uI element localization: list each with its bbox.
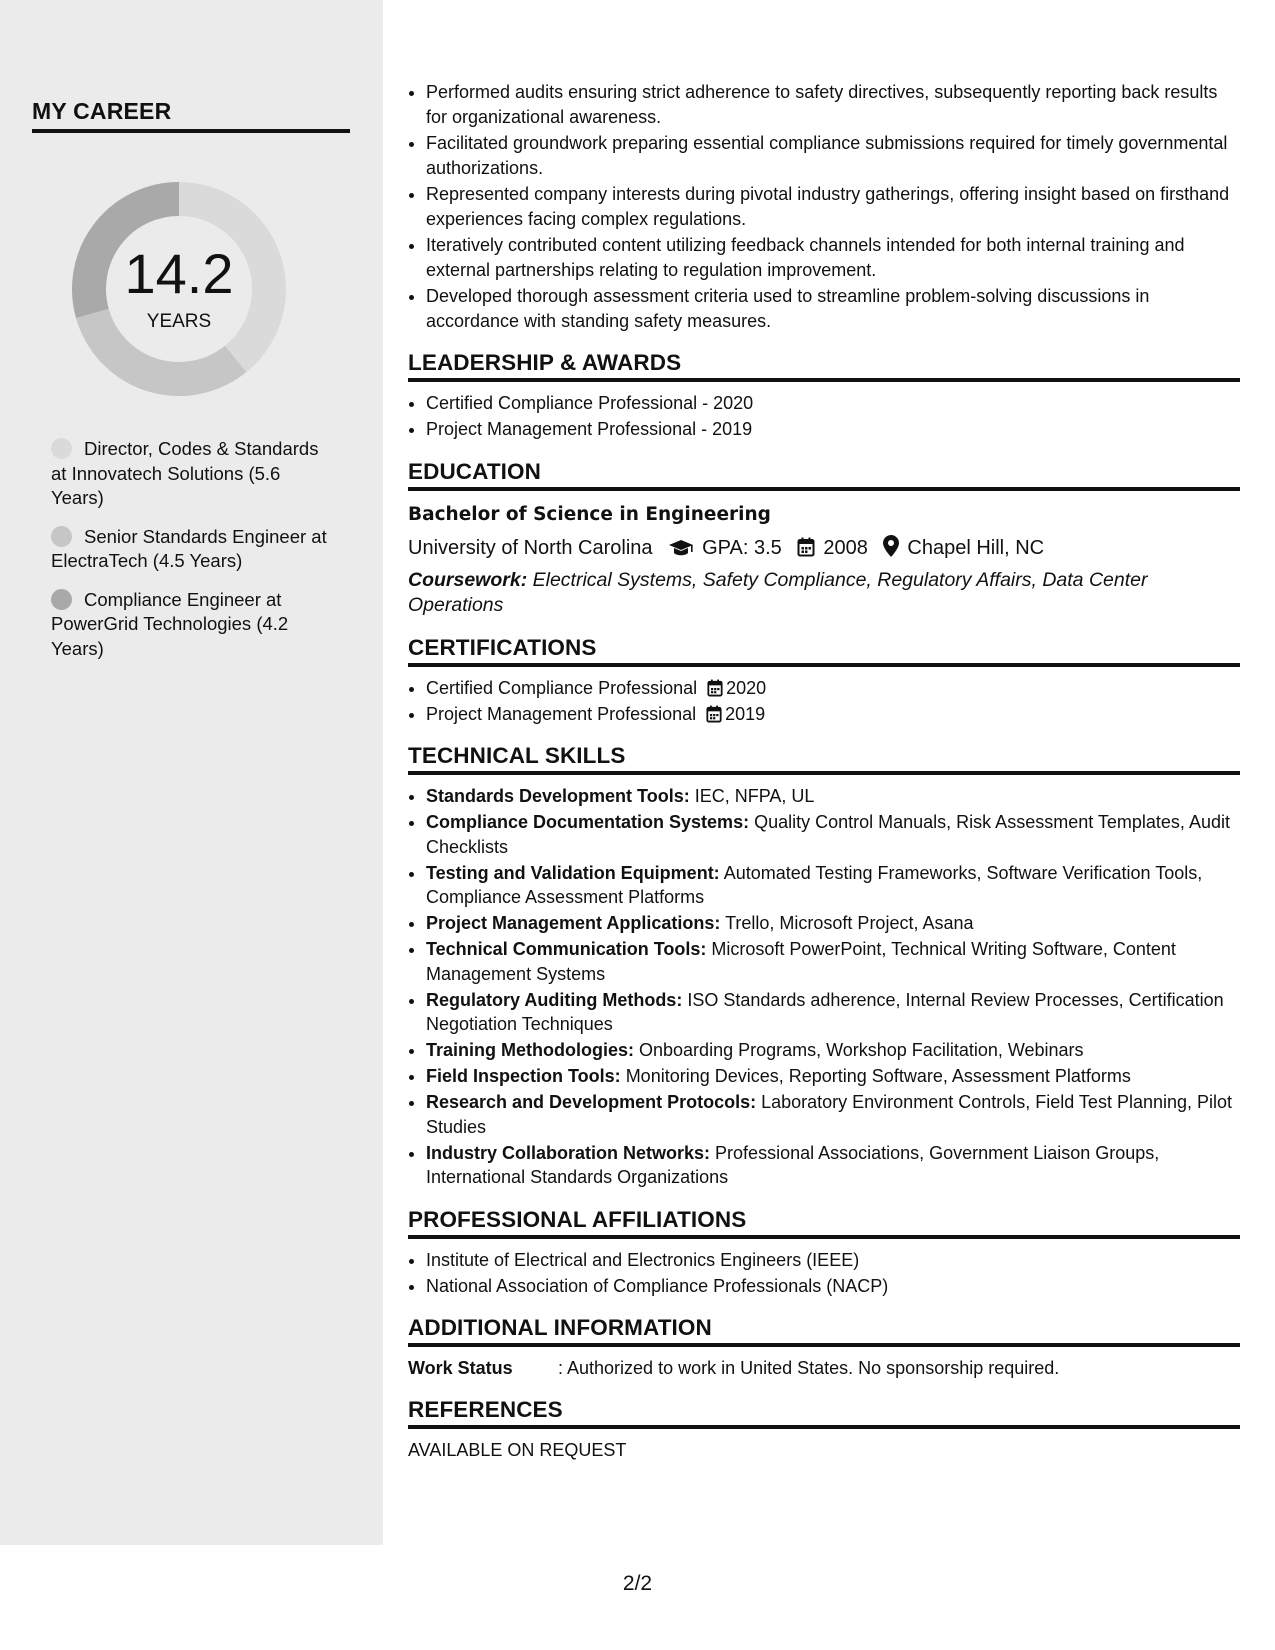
experience-bullet: • Developed thorough assessment criteria used to streamline problem-solving discussions in accordance with standing safety measures.: [426, 284, 1240, 333]
skill-item: [426, 784, 1240, 809]
skill-item: [426, 1090, 1240, 1139]
work-status-value: : Authorized to work in United States. No sponsorship required.: [558, 1358, 1060, 1378]
career-sidebar: [0, 0, 383, 1545]
leadership-list: [408, 391, 1240, 442]
resume-main-column: [408, 80, 1240, 1462]
skill-values: IEC, NFPA, UL: [694, 786, 815, 806]
certification-name: Project Management Professional: [426, 703, 697, 724]
skill-category: Training Methodologies:: [426, 1040, 634, 1060]
skill-category: Regulatory Auditing Methods:: [426, 989, 683, 1010]
additional-info-heading: ADDITIONAL INFORMATION: [408, 1315, 1240, 1347]
skill-values: ISO Standards adherence, Internal Review Processes, Certification Negotiation Techniques: [426, 989, 1224, 1034]
calendar-icon: [707, 679, 723, 697]
certifications-heading: CERTIFICATIONS: [408, 635, 1240, 667]
career-legend-item: [51, 525, 336, 574]
coursework-list: Electrical Systems, Safety Compliance, Regulatory Affairs, Data Center Operations: [408, 568, 1148, 616]
experience-bullet: • Represented company interests during pivotal industry gatherings, offering insight based on firsthand experiences facing complex regulations.: [426, 182, 1240, 231]
skill-item: [426, 911, 1240, 936]
graduation-cap-icon: [668, 536, 694, 566]
skill-category: Technical Communication Tools:: [426, 939, 707, 959]
career-title: MY CAREER: [32, 98, 350, 133]
certification-year: 2019: [725, 703, 766, 724]
page-number: 2/2: [622, 1572, 653, 1595]
skill-values: Monitoring Devices, Reporting Software, Assessment Platforms: [625, 1066, 1131, 1086]
skill-item: [426, 988, 1240, 1037]
skill-item: [426, 937, 1240, 986]
leadership-item: • Project Management Professional - 2019: [426, 417, 1240, 442]
legend-dot-icon: [51, 589, 72, 610]
skill-item: [426, 1141, 1240, 1190]
career-legend: [51, 437, 336, 675]
total-years-unit: YEARS: [146, 311, 212, 332]
career-donut-chart: [66, 176, 292, 402]
references-heading: REFERENCES: [408, 1397, 1240, 1429]
legend-item-text: Compliance Engineer at PowerGrid Technologies (4.2 Years): [51, 588, 289, 659]
legend-item-text: Director, Codes & Standards at Innovatech Solutions (5.6 Years): [51, 438, 319, 508]
calendar-icon: [797, 536, 815, 566]
education-details: [408, 533, 1240, 566]
skill-category: Compliance Documentation Systems:: [426, 812, 750, 832]
certification-item: [426, 702, 1240, 727]
skill-category: Standards Development Tools:: [426, 786, 690, 806]
legend-item-text: Senior Standards Engineer at ElectraTech (4.5 Years): [51, 525, 327, 571]
skill-values: Quality Control Manuals, Risk Assessment Templates, Audit Checklists: [426, 812, 1230, 857]
skill-category: Project Management Applications:: [426, 913, 721, 933]
skill-values: Onboarding Programs, Workshop Facilitation, Webinars: [639, 1040, 1084, 1060]
skill-item: [426, 1064, 1240, 1089]
career-legend-item: [51, 588, 336, 662]
coursework-label: Coursework:: [408, 568, 528, 591]
work-status-label: Work Status: [408, 1358, 513, 1378]
school-name: University of North Carolina: [408, 536, 653, 559]
experience-bullet: • Performed audits ensuring strict adherence to safety directives, subsequently reporting back results for organizational awareness.: [426, 80, 1240, 129]
coursework: [408, 568, 1240, 618]
leadership-heading: LEADERSHIP & AWARDS: [408, 350, 1240, 382]
legend-dot-icon: [51, 438, 72, 459]
experience-bullet: • Facilitated groundwork preparing essential compliance submissions required for timely governmental authorizations.: [426, 131, 1240, 180]
skills-heading: TECHNICAL SKILLS: [408, 743, 1240, 775]
skill-category: Research and Development Protocols:: [426, 1092, 757, 1112]
skill-item: [426, 810, 1240, 859]
legend-dot-icon: [51, 526, 72, 547]
career-legend-item: [51, 437, 336, 511]
skill-values: Laboratory Environment Controls, Field Test Planning, Pilot Studies: [426, 1092, 1233, 1137]
experience-bullet: • Iteratively contributed content utilizing feedback channels intended for both internal training and external partnerships relating to regulation improvement.: [426, 233, 1240, 282]
affiliation-item: • Institute of Electrical and Electronics Engineers (IEEE): [426, 1248, 1240, 1273]
skill-values: Professional Associations, Government Liaison Groups, International Standards Organizations: [426, 1142, 1160, 1187]
graduation-year: 2008: [823, 536, 868, 559]
certification-item: [426, 676, 1240, 701]
skill-item: [426, 861, 1240, 910]
calendar-icon: [706, 705, 722, 723]
skill-values: Automated Testing Frameworks, Software Verification Tools, Compliance Assessment Platforms: [426, 862, 1203, 907]
experience-bullets: [408, 80, 1240, 333]
skill-category: Industry Collaboration Networks:: [426, 1142, 711, 1163]
school-location: Chapel Hill, NC: [907, 536, 1045, 559]
skill-category: Field Inspection Tools:: [426, 1066, 621, 1086]
work-status-row: [408, 1356, 1240, 1380]
leadership-item: • Certified Compliance Professional - 2020: [426, 391, 1240, 416]
map-pin-icon: [883, 535, 899, 566]
skill-category: Testing and Validation Equipment:: [426, 862, 720, 883]
skill-item: [426, 1038, 1240, 1063]
affiliation-item: • National Association of Compliance Professionals (NACP): [426, 1274, 1240, 1299]
degree-title: Bachelor of Science in Engineering: [408, 503, 771, 525]
skill-values: Microsoft PowerPoint, Technical Writing Software, Content Management Systems: [426, 939, 1176, 984]
gpa: GPA: 3.5: [702, 536, 782, 559]
references-text: AVAILABLE ON REQUEST: [408, 1440, 627, 1460]
certifications-list: [408, 676, 1240, 727]
skill-values: Trello, Microsoft Project, Asana: [725, 913, 974, 933]
affiliations-list: [408, 1248, 1240, 1299]
total-years-value: 14.2: [124, 242, 234, 305]
affiliations-heading: PROFESSIONAL AFFILIATIONS: [408, 1207, 1240, 1239]
certification-name: Certified Compliance Professional: [426, 677, 698, 698]
education-heading: EDUCATION: [408, 459, 1240, 491]
certification-year: 2020: [726, 677, 767, 698]
skills-list: [408, 784, 1240, 1190]
